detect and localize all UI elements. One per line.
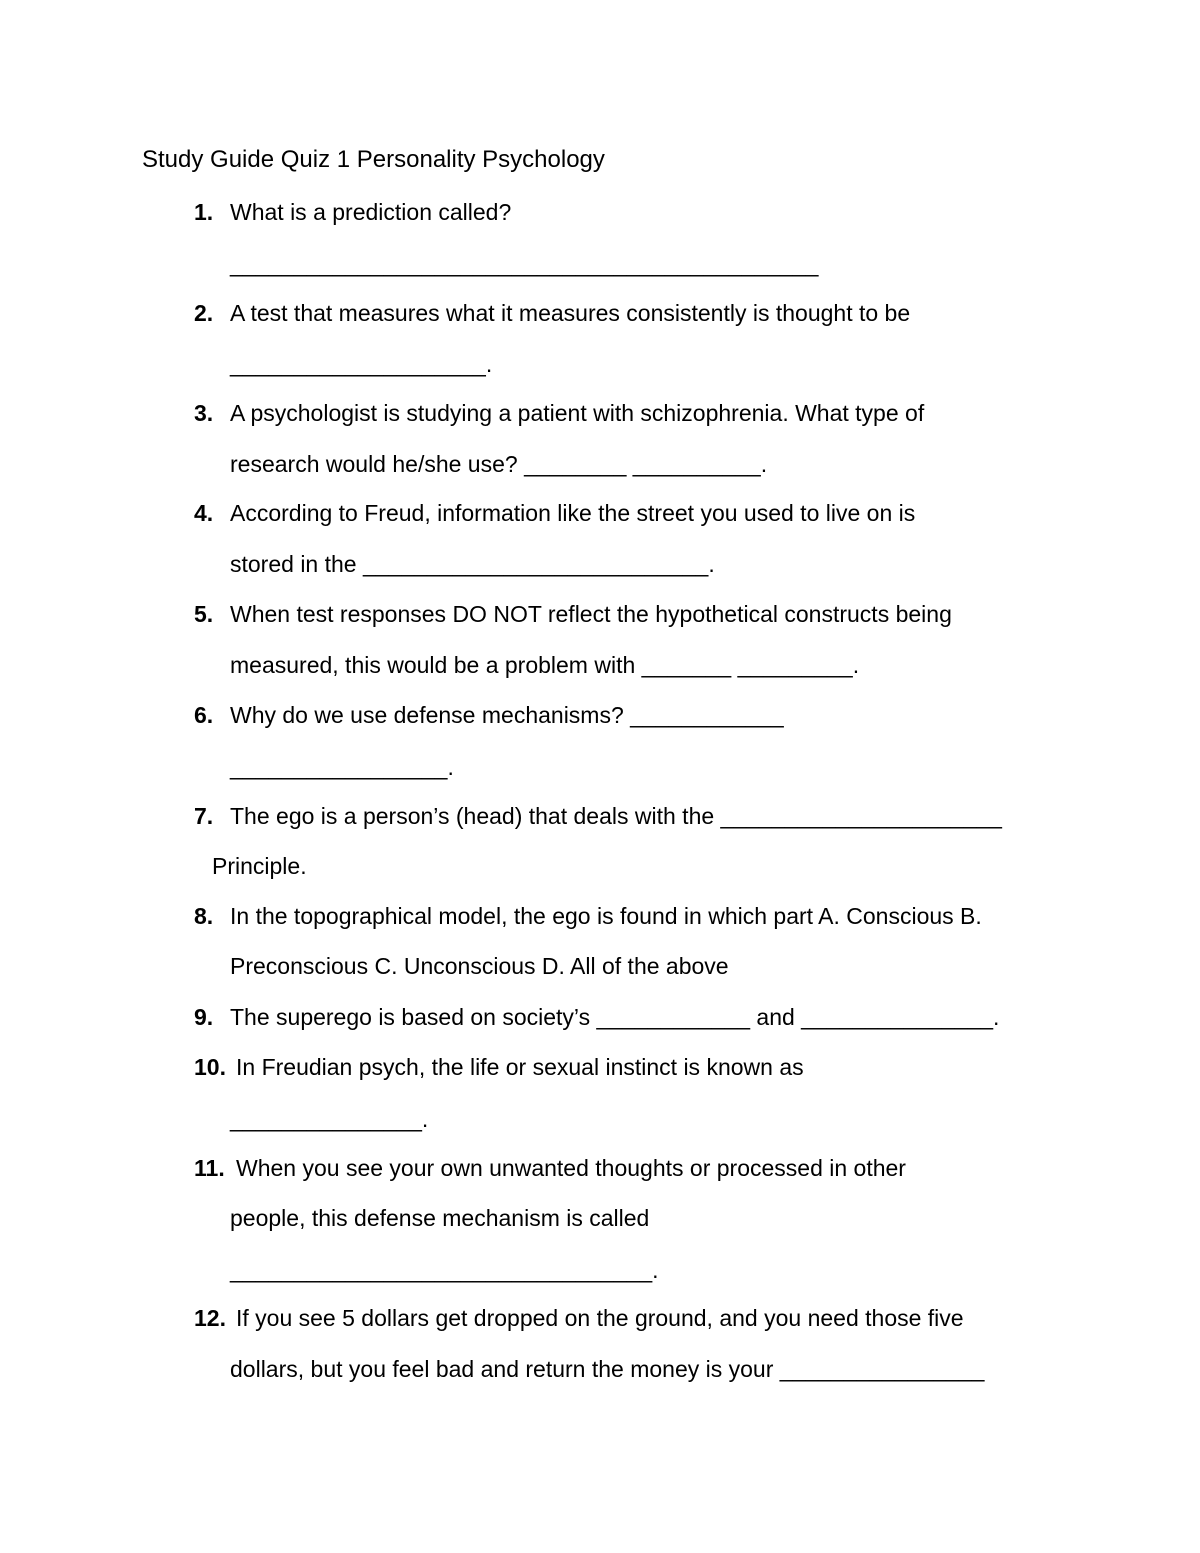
question-number: 4. xyxy=(194,500,214,526)
question-number: 3. xyxy=(194,400,214,426)
page-title: Study Guide Quiz 1 Personality Psychology xyxy=(142,146,605,173)
question-number: 5. xyxy=(194,601,214,627)
question-text: In the topographical model, the ego is found in which part A. Conscious B. xyxy=(230,903,982,929)
question-text: Principle. xyxy=(212,853,307,879)
question-number: 11. xyxy=(194,1155,225,1181)
question-text: When you see your own unwanted thoughts or processed in other xyxy=(236,1155,906,1181)
answer-blank: _______________. xyxy=(230,1106,429,1132)
question-text: A test that measures what it measures consistently is thought to be xyxy=(230,300,911,326)
question-text: The ego is a person’s (head) that deals with the ______________________ xyxy=(230,803,1002,829)
question-text: When test responses DO NOT reflect the hypothetical constructs being xyxy=(230,601,952,627)
question-text: In Freudian psych, the life or sexual instinct is known as xyxy=(236,1054,804,1080)
answer-blank: _________________________________. xyxy=(230,1257,659,1283)
question-text: Preconscious C. Unconscious D. All of the above xyxy=(230,953,729,979)
answer-blank: _________________. xyxy=(230,754,454,780)
answer-blank: ______________________________________________ xyxy=(230,251,819,277)
question-text: research would he/she use? ________ __________. xyxy=(230,451,768,477)
question-text: What is a prediction called? xyxy=(230,199,512,225)
question-text: According to Freud, information like the street you used to live on is xyxy=(230,500,916,526)
answer-blank: ____________________. xyxy=(230,351,493,377)
question-text: If you see 5 dollars get dropped on the ground, and you need those five xyxy=(236,1305,964,1331)
question-number: 12. xyxy=(194,1305,226,1331)
question-number: 1. xyxy=(194,199,214,225)
question-number: 10. xyxy=(194,1054,226,1080)
question-number: 7. xyxy=(194,803,214,829)
question-text: people, this defense mechanism is called xyxy=(230,1205,650,1231)
question-text: The superego is based on society’s ____________ and _______________. xyxy=(230,1004,1000,1030)
question-number: 9. xyxy=(194,1004,214,1030)
question-text: Why do we use defense mechanisms? ____________ xyxy=(230,702,784,728)
question-text: A psychologist is studying a patient with schizophrenia. What type of xyxy=(230,400,925,426)
question-number: 8. xyxy=(194,903,214,929)
question-number: 2. xyxy=(194,300,214,326)
question-text: dollars, but you feel bad and return the money is your ________________ xyxy=(230,1356,985,1382)
question-number: 6. xyxy=(194,702,214,728)
question-text: measured, this would be a problem with _______ _________. xyxy=(230,652,860,678)
question-text: stored in the ___________________________. xyxy=(230,551,715,577)
